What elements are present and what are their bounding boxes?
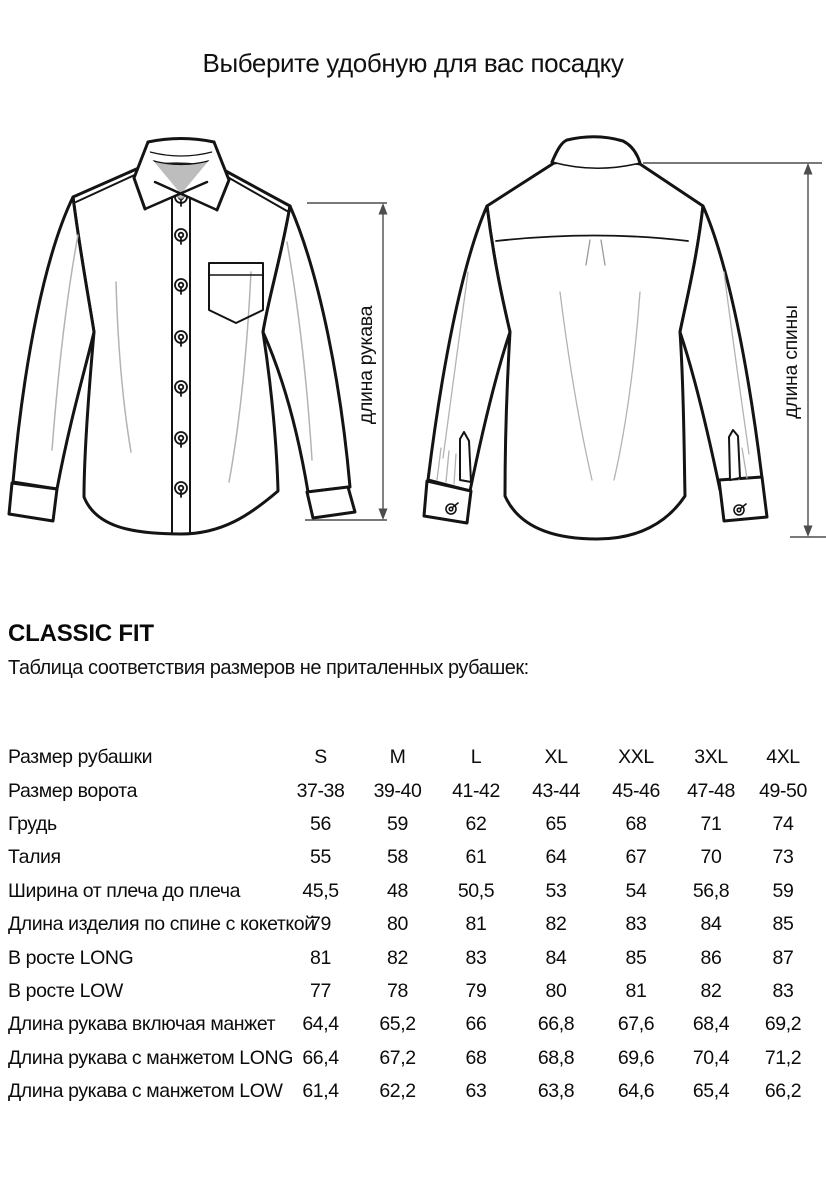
size-table [8,741,820,1108]
cell-value: 49-50 [759,779,807,802]
size-column-header: XL [544,746,568,769]
row-label: Длина рукава с манжетом LONG [8,1046,293,1069]
size-column-header: S [314,746,327,769]
table-row [8,841,820,874]
cell-value: 45,5 [302,879,339,902]
cell-value: 64,6 [617,1080,655,1103]
row-label: В росте LOW [8,979,123,1002]
back-length-label: длина спины [780,305,802,419]
cell-value: 69,2 [764,1013,802,1036]
cell-value: 68,4 [692,1013,730,1036]
cell-value: 70 [700,846,722,869]
cell-value: 56 [310,812,331,835]
front-shirt-drawing [9,139,355,603]
cell-value: 82 [700,979,722,1002]
back-shirt-drawing [424,137,767,539]
cell-value: 71 [700,812,722,835]
cell-value: 82 [387,946,408,969]
row-label: В росте LONG [8,946,134,969]
cell-value: 87 [772,946,794,969]
size-column-header: XXL [618,746,654,769]
table-row [8,1008,820,1041]
cell-value: 63 [465,1080,487,1103]
size-column-header: 3XL [694,746,728,769]
cell-value: 47-48 [687,779,735,802]
cell-value: 43-44 [532,779,580,802]
table-row [8,941,820,974]
cell-value: 79 [310,913,331,936]
fit-heading: CLASSIC FIT [8,620,154,647]
cell-value: 81 [625,979,647,1002]
cell-value: 83 [465,946,487,969]
cell-value: 64,4 [302,1013,339,1036]
cell-value: 66 [465,1013,487,1036]
cell-value: 64 [545,846,567,869]
cell-value: 71,2 [764,1046,802,1069]
cell-value: 53 [545,879,567,902]
cell-value: 45-46 [612,779,660,802]
cell-value: 37-38 [296,779,345,802]
row-label: Длина рукава включая манжет [8,1013,276,1036]
table-row [8,1075,820,1108]
cell-value: 61,4 [302,1080,339,1103]
cell-value: 84 [700,913,722,936]
cell-value: 78 [387,979,408,1002]
table-row [8,1042,820,1075]
cell-value: 56,8 [692,879,730,902]
row-label: Размер рубашки [8,746,153,769]
cell-value: 66,8 [537,1013,575,1036]
cell-value: 62,2 [379,1080,416,1103]
cell-value: 84 [545,946,567,969]
cell-value: 79 [465,979,487,1002]
cell-value: 55 [310,846,331,869]
size-column-header: L [470,746,482,769]
cell-value: 54 [625,879,647,902]
cell-value: 61 [465,846,487,869]
cell-value: 50,5 [457,879,495,902]
cell-value: 73 [772,846,794,869]
cell-value: 41-42 [452,779,500,802]
cell-value: 67,6 [617,1013,655,1036]
cell-value: 62 [465,812,487,835]
cell-value: 65,4 [692,1080,730,1103]
table-row [8,975,820,1008]
cell-value: 80 [387,913,408,936]
cell-value: 70,4 [692,1046,730,1069]
cell-value: 48 [387,879,408,902]
cell-value: 66,4 [302,1046,339,1069]
cell-value: 58 [387,846,408,869]
table-row [8,908,820,941]
cell-value: 77 [310,979,331,1002]
size-column-header: 4XL [766,746,800,769]
table-row [8,875,820,908]
cell-value: 68,8 [537,1046,575,1069]
cell-value: 65 [545,812,567,835]
cell-value: 68 [465,1046,487,1069]
row-label: Ширина от плеча до плеча [8,879,241,902]
cell-value: 85 [625,946,647,969]
shirt-diagrams [0,120,826,605]
cell-value: 59 [772,879,794,902]
size-column-header: M [389,746,406,769]
cell-value: 81 [465,913,487,936]
cell-value: 83 [772,979,794,1002]
page-title: Выберите удобную для вас посадку [202,48,624,78]
cell-value: 85 [772,913,794,936]
cell-value: 74 [772,812,794,835]
cell-value: 86 [700,946,722,969]
row-label: Длина изделия по спине с кокеткой [8,913,315,936]
table-row [8,774,820,807]
row-label: Талия [8,846,61,869]
row-label: Грудь [8,812,57,835]
cell-value: 68 [625,812,647,835]
cell-value: 83 [625,913,647,936]
row-label: Размер ворота [8,779,138,802]
cell-value: 59 [387,812,408,835]
cell-value: 81 [310,946,331,969]
table-subtitle: Таблица соответствия размеров не приталенных рубашек: [8,657,529,679]
cell-value: 67,2 [379,1046,416,1069]
size-header-row [8,741,820,774]
cell-value: 67 [625,846,647,869]
cell-value: 69,6 [617,1046,655,1069]
cell-value: 39-40 [373,779,422,802]
cell-value: 80 [545,979,567,1002]
table-row [8,808,820,841]
row-label: Длина рукава с манжетом LOW [8,1080,283,1103]
sleeve-length-label: длина рукава [355,305,377,425]
cell-value: 66,2 [764,1080,802,1103]
cell-value: 63,8 [537,1080,575,1103]
cell-value: 82 [545,913,567,936]
cell-value: 65,2 [379,1013,416,1036]
